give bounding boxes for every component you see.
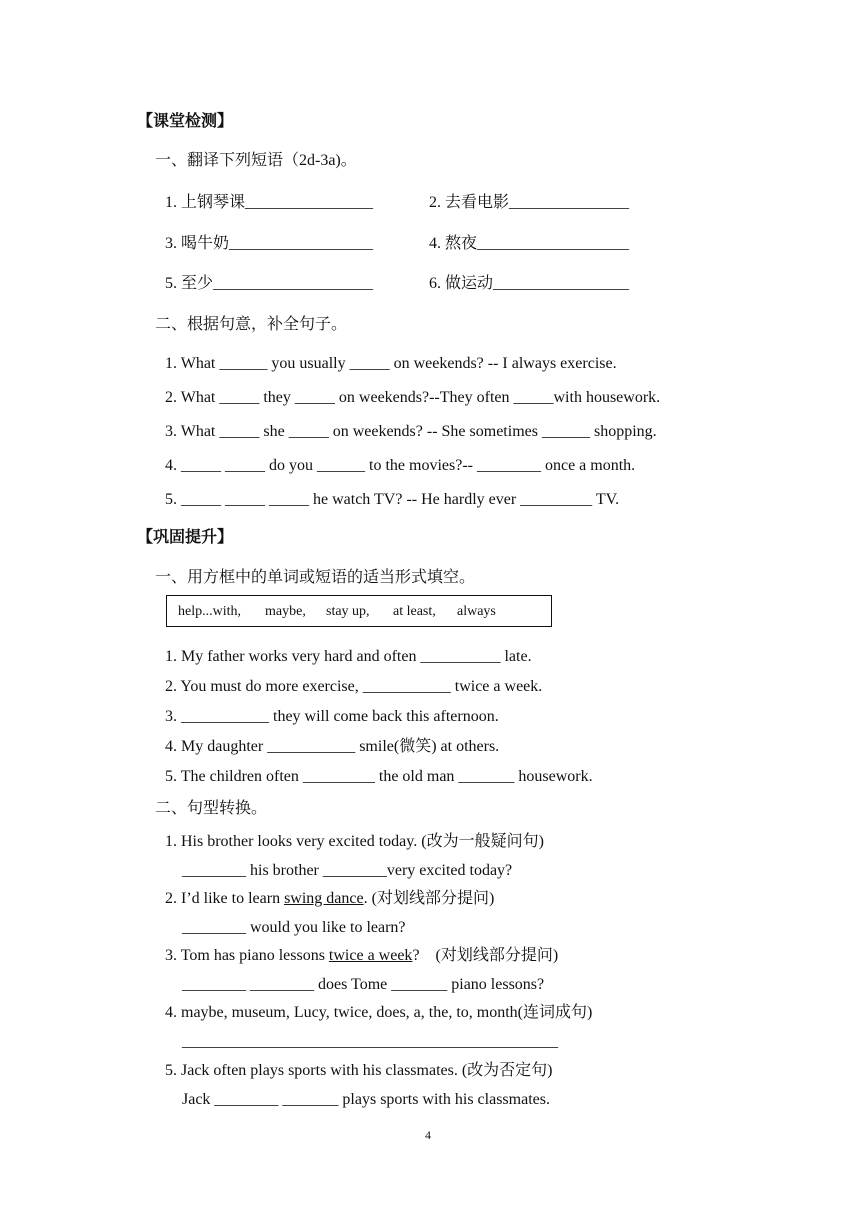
fill-item: 3. ___________ they will come back this afternoon.: [165, 708, 499, 725]
transform-question: 1. His brother looks very excited today. (改为一般疑问句): [165, 833, 544, 850]
question-text: 3. Tom has piano lessons: [165, 947, 329, 964]
heading-complete-sentences: 二、根据句意，补全句子。: [155, 316, 348, 333]
underlined-target: swing dance: [284, 890, 364, 907]
word-box-item: at least,: [393, 604, 436, 619]
sentence-item: 2. What _____ they _____ on weekends?--They often _____with housework.: [165, 389, 661, 406]
transform-question: 4. maybe, museum, Lucy, twice, does, a, the, to, month(连词成句): [165, 1004, 593, 1021]
phrase-item: 3. 喝牛奶__________________: [165, 235, 374, 252]
fill-item: 2. You must do more exercise, ___________ twice a week.: [165, 678, 543, 695]
fill-item: 1. My father works very hard and often __________ late.: [165, 648, 532, 665]
transform-answer-line: Jack ________ _______ plays sports with his classmates.: [182, 1091, 550, 1108]
transform-answer-line: ________ would you like to learn?: [182, 919, 406, 936]
word-box-item: stay up,: [326, 604, 370, 619]
phrase-item: 4. 熬夜___________________: [429, 235, 630, 252]
fill-item: 4. My daughter ___________ smile(微笑) at others.: [165, 738, 500, 755]
heading-fill-blanks: 一、用方框中的单词或短语的适当形式填空。: [155, 569, 476, 586]
word-box: [166, 595, 552, 627]
phrase-item: 1. 上钢琴课________________: [165, 194, 374, 211]
section-title-classroom-check: 【课堂检测】: [137, 113, 234, 130]
fill-item: 5. The children often _________ the old man _______ housework.: [165, 768, 593, 785]
sentence-item: 4. _____ _____ do you ______ to the movies?-- ________ once a month.: [165, 457, 636, 474]
heading-translate-phrases: 一、翻译下列短语（2d-3a)。: [155, 152, 357, 169]
transform-question: [165, 946, 558, 966]
transform-answer-line: ________ ________ does Tome _______ piano lessons?: [182, 976, 545, 993]
sentence-item: 3. What _____ she _____ on weekends? -- She sometimes ______ shopping.: [165, 423, 657, 440]
phrase-item: 5. 至少____________________: [165, 275, 374, 292]
question-instruction: ? (对划线部分提问): [412, 947, 559, 964]
transform-answer-line: ________ his brother ________very excited today?: [182, 862, 513, 879]
question-instruction: . (对划线部分提问): [363, 890, 495, 907]
transform-answer-line: _______________________________________________: [182, 1033, 558, 1050]
heading-sentence-transform: 二、句型转换。: [155, 800, 268, 817]
phrase-item: 2. 去看电影_______________: [429, 194, 630, 211]
phrase-item: 6. 做运动_________________: [429, 275, 630, 292]
word-box-item: always: [457, 604, 496, 619]
word-box-item: maybe,: [265, 604, 306, 619]
sentence-item: 5. _____ _____ _____ he watch TV? -- He hardly ever _________ TV.: [165, 491, 620, 508]
transform-question: 5. Jack often plays sports with his classmates. (改为否定句): [165, 1062, 553, 1079]
page-number: 4: [425, 1128, 431, 1142]
sentence-item: 1. What ______ you usually _____ on weekends? -- I always exercise.: [165, 355, 617, 372]
underlined-target: twice a week: [328, 947, 413, 964]
section-title-consolidation: 【巩固提升】: [137, 529, 234, 546]
transform-question: [165, 889, 494, 909]
question-text: 2. I’d like to learn: [165, 890, 285, 907]
word-box-item: help...with,: [178, 604, 241, 619]
